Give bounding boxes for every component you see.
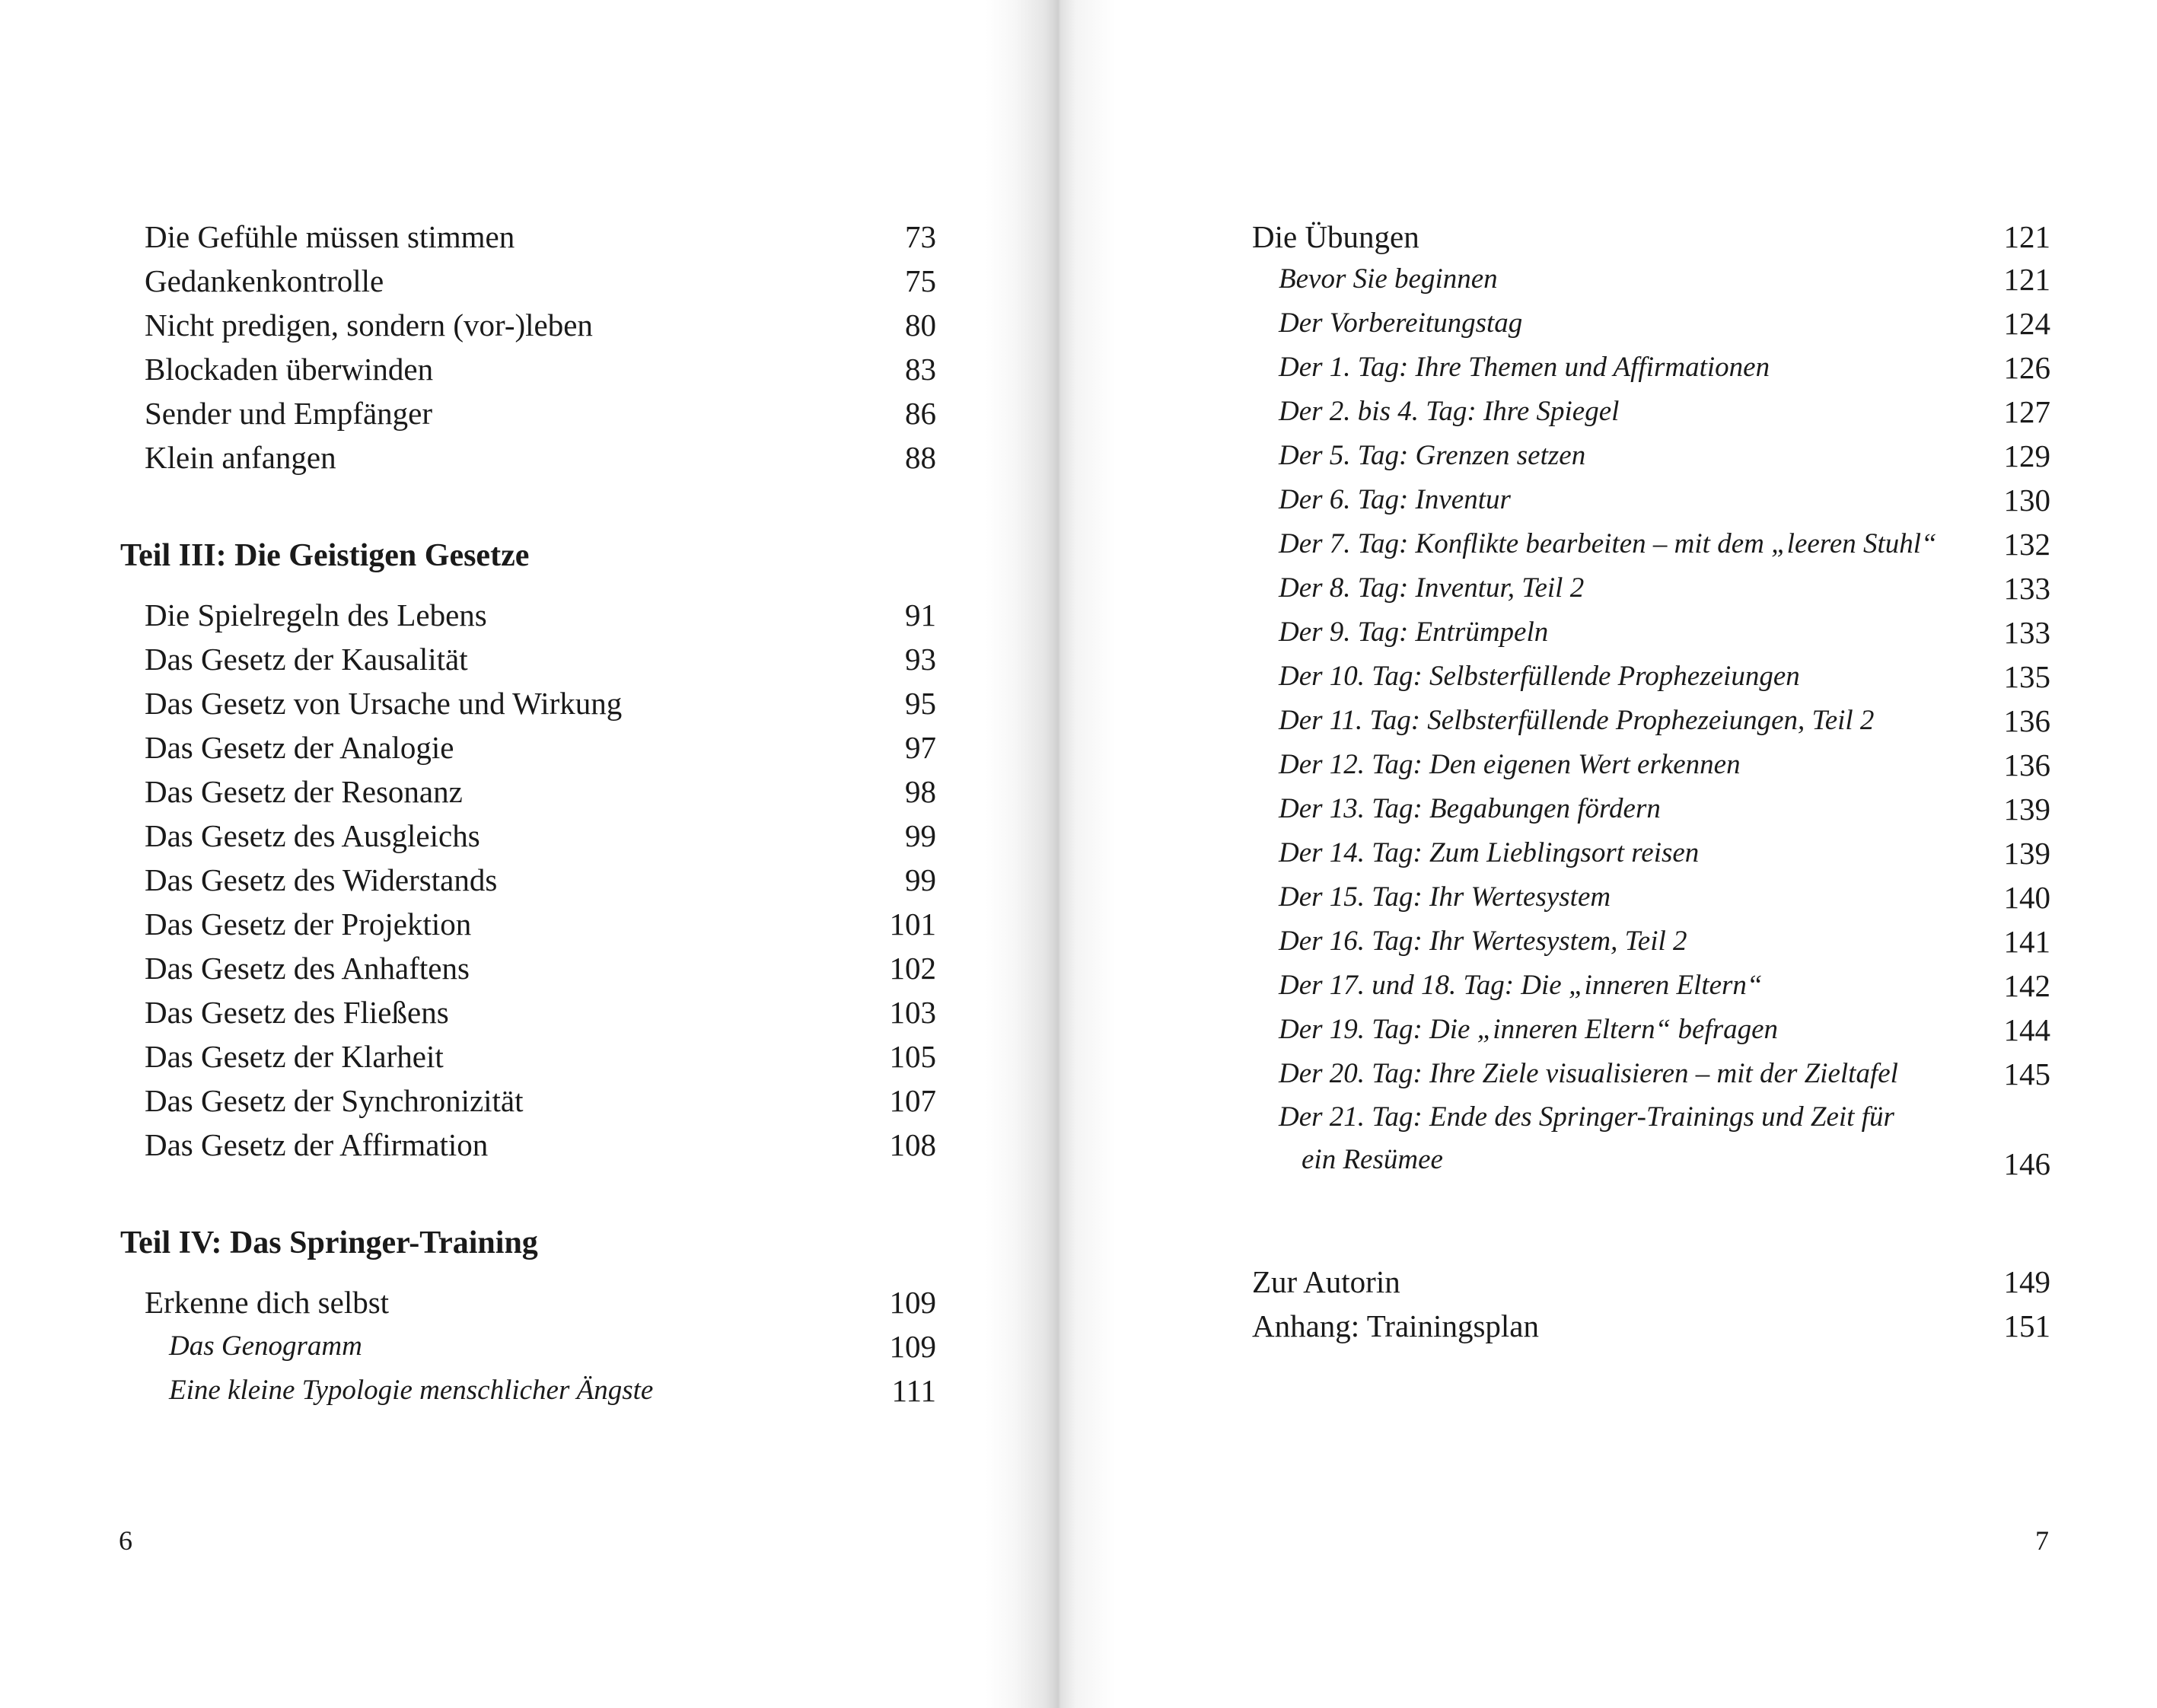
part-heading: Teil III: Die Geistigen Gesetze — [120, 538, 530, 573]
toc-entry-page: 135 — [2003, 659, 2050, 694]
toc-entry[interactable] — [145, 990, 936, 1034]
toc-sub-entry[interactable] — [1279, 390, 2050, 434]
toc-entry[interactable] — [145, 1280, 936, 1324]
toc-entry-title: Das Gesetz des Fließens — [145, 995, 449, 1030]
toc-sub-entry[interactable] — [1279, 831, 2050, 875]
part-heading: Teil IV: Das Springer-Training — [120, 1225, 538, 1260]
toc-entry-page: 124 — [2003, 306, 2050, 341]
toc-entry[interactable] — [1252, 1304, 2050, 1348]
toc-entry-title-line2: ein Resümee — [1302, 1144, 1443, 1175]
toc-entry-page: 133 — [2003, 615, 2050, 650]
toc-entry-page: 139 — [2003, 792, 2050, 827]
toc-entry-title: Das Gesetz der Resonanz — [145, 774, 463, 809]
toc-entry-page: 139 — [2003, 836, 2050, 871]
toc-entry-page: 75 — [905, 263, 936, 298]
toc-entry-title: Erkenne dich selbst — [145, 1285, 390, 1320]
toc-entry-title: Nicht predigen, sondern (vor-)leben — [145, 308, 593, 343]
toc-entry-page: 80 — [905, 308, 936, 343]
toc-entry[interactable] — [145, 725, 936, 770]
toc-entry[interactable] — [145, 303, 936, 347]
toc-entry-page: 149 — [2003, 1264, 2050, 1299]
toc-entry-page: 95 — [905, 686, 936, 721]
toc-entry-title: Das Gesetz des Ausgleichs — [145, 818, 480, 853]
toc-entry[interactable] — [145, 391, 936, 435]
toc-entry-page: 91 — [905, 597, 936, 633]
toc-entry-page: 108 — [889, 1127, 936, 1162]
toc-entry-title: Der 6. Tag: Inventur — [1279, 484, 1511, 515]
toc-entry-title: Das Gesetz der Klarheit — [145, 1039, 444, 1074]
toc-entry[interactable] — [145, 946, 936, 990]
toc-entry[interactable] — [145, 637, 936, 681]
toc-sub-entry[interactable] — [1279, 655, 2050, 699]
toc-sub-entry[interactable] — [1279, 699, 2050, 743]
toc-entry-page: 97 — [905, 730, 936, 765]
toc-entry-title: Bevor Sie beginnen — [1279, 263, 1498, 295]
toc-entry-page: 102 — [889, 951, 936, 986]
toc-entry-page: 73 — [905, 219, 936, 254]
toc-sub-entry[interactable] — [1279, 1008, 2050, 1052]
toc-entry-title: Der 8. Tag: Inventur, Teil 2 — [1279, 572, 1585, 604]
page-number: 6 — [119, 1525, 132, 1556]
toc-entry-title: Die Übungen — [1252, 219, 1419, 254]
toc-entry-title: Das Genogramm — [169, 1330, 362, 1362]
toc-entry-page: 99 — [905, 818, 936, 853]
toc-entry-page: 103 — [889, 995, 936, 1030]
toc-sub-entry[interactable] — [1279, 787, 2050, 831]
toc-entry[interactable] — [145, 347, 936, 391]
toc-entry-page: 109 — [889, 1329, 936, 1364]
toc-entry-page: 93 — [905, 642, 936, 677]
toc-sub-entry[interactable] — [1279, 301, 2050, 346]
toc-sub-entry[interactable] — [1279, 522, 2050, 566]
toc-sub-entry[interactable] — [169, 1324, 936, 1369]
toc-entry[interactable] — [145, 814, 936, 858]
toc-entry-page: 130 — [2003, 483, 2050, 518]
toc-entry-title: Der 16. Tag: Ihr Wertesystem, Teil 2 — [1279, 926, 1687, 957]
toc-entry-title: Das Gesetz der Kausalität — [145, 642, 468, 677]
toc-entry-title: Der 20. Tag: Ihre Ziele visualisieren – mit der Zieltafel — [1279, 1058, 1898, 1089]
toc-entry[interactable] — [145, 215, 936, 259]
toc-entry-page: 142 — [2003, 968, 2050, 1003]
toc-entry-title: Das Gesetz der Projektion — [145, 907, 472, 942]
toc-entry-title: Das Gesetz der Analogie — [145, 730, 454, 765]
toc-entry-title: Der 12. Tag: Den eigenen Wert erkennen — [1279, 749, 1741, 780]
toc-sub-entry[interactable] — [1279, 1052, 2050, 1096]
toc-entry-title: Der 13. Tag: Begabungen fördern — [1279, 793, 1661, 824]
left-page — [0, 0, 1012, 1708]
toc-entry-page: 145 — [2003, 1056, 2050, 1091]
toc-entry-page: 107 — [889, 1083, 936, 1118]
toc-sub-entry[interactable] — [1279, 919, 2050, 964]
toc-entry-title: Der 17. und 18. Tag: Die „inneren Eltern“ — [1279, 970, 1763, 1001]
toc-entry-title: Der 2. bis 4. Tag: Ihre Spiegel — [1279, 396, 1620, 427]
toc-entry-page: 136 — [2003, 747, 2050, 782]
toc-entry-title: Das Gesetz der Affirmation — [145, 1127, 489, 1162]
toc-entry-title: Der 11. Tag: Selbsterfüllende Prophezeiungen, Teil 2 — [1279, 705, 1875, 736]
toc-entry-page: 141 — [2003, 924, 2050, 959]
toc-entry[interactable] — [1252, 215, 2050, 259]
toc-sub-entry[interactable] — [1279, 434, 2050, 478]
toc-sub-entry[interactable] — [1279, 743, 2050, 787]
toc-entry-page: 99 — [905, 862, 936, 897]
toc-entry-page: 109 — [889, 1285, 936, 1320]
toc-entry-page: 127 — [2003, 394, 2050, 429]
toc-entry-title: Anhang: Trainingsplan — [1252, 1308, 1539, 1343]
toc-entry-title: Der 15. Tag: Ihr Wertesystem — [1279, 881, 1611, 913]
toc-entry[interactable] — [145, 1123, 936, 1167]
toc-entry-page: 151 — [2003, 1308, 2050, 1343]
toc-entry-page: 105 — [889, 1039, 936, 1074]
toc-sub-entry[interactable] — [1279, 1096, 2050, 1187]
toc-entry-title: Gedankenkontrolle — [145, 263, 384, 298]
toc-entry-page: 132 — [2003, 527, 2050, 562]
toc-entry-title: Der 14. Tag: Zum Lieblingsort reisen — [1279, 837, 1700, 868]
toc-entry-title: Die Spielregeln des Lebens — [145, 597, 487, 633]
toc-sub-entry[interactable] — [169, 1369, 936, 1413]
toc-entry-title-line1: Der 21. Tag: Ende des Springer-Trainings und Zeit für — [1279, 1101, 1894, 1133]
toc-sub-entry[interactable] — [1279, 257, 2050, 301]
toc-entry-page: 86 — [905, 396, 936, 431]
toc-entry-title: Der Vorbereitungstag — [1279, 308, 1523, 339]
toc-entry-page: 126 — [2003, 350, 2050, 385]
toc-entry-page: 136 — [2003, 703, 2050, 738]
toc-entry-title: Der 9. Tag: Entrümpeln — [1279, 617, 1549, 648]
toc-entry-title: Sender und Empfänger — [145, 396, 432, 431]
page-number: 7 — [2035, 1525, 2049, 1556]
toc-entry-title: Klein anfangen — [145, 440, 336, 475]
toc-sub-entry[interactable] — [1279, 566, 2050, 610]
toc-entry-title: Der 1. Tag: Ihre Themen und Affirmationen — [1279, 352, 1770, 383]
toc-entry-title: Das Gesetz des Widerstands — [145, 862, 498, 897]
toc-entry[interactable] — [1252, 1260, 2050, 1304]
toc-entry-title: Der 7. Tag: Konflikte bearbeiten – mit dem „leeren Stuhl“ — [1279, 528, 1937, 559]
toc-entry-title: Zur Autorin — [1252, 1264, 1400, 1299]
toc-sub-entry[interactable] — [1279, 478, 2050, 522]
toc-entry[interactable] — [145, 1034, 936, 1079]
right-page — [1088, 0, 2157, 1708]
toc-entry-page: 146 — [2003, 1146, 2050, 1181]
toc-entry[interactable] — [145, 681, 936, 725]
toc-entry-title: Der 19. Tag: Die „inneren Eltern“ befragen — [1279, 1014, 1779, 1045]
toc-entry-title: Das Gesetz des Anhaftens — [145, 951, 470, 986]
toc-entry-title: Blockaden überwinden — [145, 352, 434, 387]
toc-entry-title: Eine kleine Typologie menschlicher Ängste — [169, 1375, 654, 1406]
toc-entry[interactable] — [145, 902, 936, 946]
toc-entry-page: 133 — [2003, 571, 2050, 606]
toc-entry[interactable] — [145, 259, 936, 303]
toc-entry[interactable] — [145, 770, 936, 814]
toc-entry[interactable] — [145, 435, 936, 480]
toc-entry-page: 101 — [889, 907, 936, 942]
toc-sub-entry[interactable] — [1279, 610, 2050, 655]
toc-entry[interactable] — [145, 1079, 936, 1123]
toc-entry-page: 144 — [2003, 1012, 2050, 1047]
toc-entry-page: 83 — [905, 352, 936, 387]
toc-entry-page: 121 — [2003, 219, 2050, 254]
toc-entry-title: Das Gesetz von Ursache und Wirkung — [145, 686, 623, 721]
toc-entry[interactable] — [145, 593, 936, 637]
toc-entry-page: 129 — [2003, 438, 2050, 473]
toc-entry-title: Der 5. Tag: Grenzen setzen — [1279, 440, 1586, 471]
toc-entry-page: 88 — [905, 440, 936, 475]
toc-entry-title: Der 10. Tag: Selbsterfüllende Prophezeiungen — [1279, 661, 1800, 692]
toc-entry-title — [1279, 1096, 1933, 1181]
toc-sub-entry[interactable] — [1279, 875, 2050, 919]
toc-entry-page: 121 — [2003, 262, 2050, 297]
toc-sub-entry[interactable] — [1279, 964, 2050, 1008]
toc-entry-title: Das Gesetz der Synchronizität — [145, 1083, 524, 1118]
toc-entry[interactable] — [145, 858, 936, 902]
toc-entry-title: Die Gefühle müssen stimmen — [145, 219, 515, 254]
toc-entry-page: 140 — [2003, 880, 2050, 915]
toc-sub-entry[interactable] — [1279, 346, 2050, 390]
toc-entry-page: 111 — [891, 1373, 936, 1408]
toc-entry-page: 98 — [905, 774, 936, 809]
